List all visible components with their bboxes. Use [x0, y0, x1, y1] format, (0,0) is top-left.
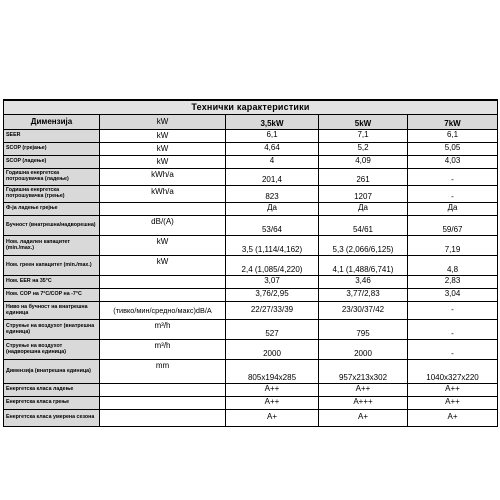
- row-value: 53/64: [226, 216, 319, 236]
- row-unit: mm: [100, 360, 226, 384]
- row-value: 2,83: [408, 276, 498, 289]
- row-value: A+: [319, 410, 408, 427]
- row-label: Енергетска класа грење: [4, 397, 100, 410]
- row-value: 261: [319, 169, 408, 186]
- row-label: Струење на воздухот (внатрешна единица): [4, 320, 100, 340]
- row-value: 1207: [319, 186, 408, 203]
- table-row: [4, 130, 498, 143]
- header-unit: kW: [100, 115, 226, 130]
- row-value: A++: [226, 397, 319, 410]
- row-value: 1040x327x220: [408, 360, 498, 384]
- row-label: Енергетска класа умерена сезона: [4, 410, 100, 427]
- row-label: SEER: [4, 130, 100, 143]
- row-label: Ниво на бучност на внатрешна единица: [4, 302, 100, 320]
- header-model-1: 3,5kW: [226, 115, 319, 130]
- row-value: 5,3 (2,066/6,125): [319, 236, 408, 256]
- row-value: 527: [226, 320, 319, 340]
- row-value: A+: [408, 410, 498, 427]
- row-value: 2000: [319, 340, 408, 360]
- row-value: 54/61: [319, 216, 408, 236]
- row-unit: m³/h: [100, 320, 226, 340]
- row-value: 2000: [226, 340, 319, 360]
- row-value: 5,05: [408, 143, 498, 156]
- table-row: [4, 186, 498, 203]
- row-value: -: [408, 169, 498, 186]
- table-row: [4, 156, 498, 169]
- row-value: A++: [319, 384, 408, 397]
- row-label: Ном. ладилен капацитет (min./max.): [4, 236, 100, 256]
- row-value: 6,1: [226, 130, 319, 143]
- row-value: 4,09: [319, 156, 408, 169]
- row-unit: kW: [100, 156, 226, 169]
- row-unit: kW: [100, 236, 226, 256]
- table-title: Технички карактеристики: [4, 100, 498, 115]
- table-row: [4, 384, 498, 397]
- row-value: 3,76/2,95: [226, 289, 319, 302]
- row-value: 3,46: [319, 276, 408, 289]
- table-row: [4, 340, 498, 360]
- row-value: -: [408, 186, 498, 203]
- row-value: A+++: [319, 397, 408, 410]
- table-row: [4, 410, 498, 427]
- row-label: Годишна енергетска потрошувачка (ладење): [4, 169, 100, 186]
- table-row: [4, 169, 498, 186]
- row-label: Ном. EER на 35°C: [4, 276, 100, 289]
- row-unit: [100, 276, 226, 289]
- row-unit: dB/(A): [100, 216, 226, 236]
- row-unit: kW: [100, 130, 226, 143]
- row-value: 823: [226, 186, 319, 203]
- row-label: Струење на воздухот (надворешна единица): [4, 340, 100, 360]
- row-value: 5,2: [319, 143, 408, 156]
- row-value: A++: [408, 384, 498, 397]
- row-value: 795: [319, 320, 408, 340]
- row-value: 957x213x302: [319, 360, 408, 384]
- header-model-3: 7kW: [408, 115, 498, 130]
- row-label: Димензија (внатрешна единица): [4, 360, 100, 384]
- row-value: Да: [408, 203, 498, 216]
- row-value: 6,1: [408, 130, 498, 143]
- table-row: [4, 203, 498, 216]
- header-model-2: 5kW: [319, 115, 408, 130]
- row-unit: kW: [100, 256, 226, 276]
- table-row: [4, 320, 498, 340]
- row-label: Енергетска класа ладење: [4, 384, 100, 397]
- row-value: 4: [226, 156, 319, 169]
- table-row: [4, 143, 498, 156]
- table-row: [4, 276, 498, 289]
- row-value: 3,07: [226, 276, 319, 289]
- row-unit: [100, 289, 226, 302]
- table-row: [4, 236, 498, 256]
- row-value: -: [408, 320, 498, 340]
- row-label: Ф-ја ладење грејње: [4, 203, 100, 216]
- row-value: 7,1: [319, 130, 408, 143]
- table-row: [4, 289, 498, 302]
- table-row: [4, 397, 498, 410]
- row-value: 3,77/2,83: [319, 289, 408, 302]
- row-value: 7,19: [408, 236, 498, 256]
- row-unit: m³/h: [100, 340, 226, 360]
- row-unit: [100, 203, 226, 216]
- row-value: -: [408, 302, 498, 320]
- table-row: [4, 216, 498, 236]
- row-value: 4,8: [408, 256, 498, 276]
- row-label: SCOP (грејање): [4, 143, 100, 156]
- row-value: 59/67: [408, 216, 498, 236]
- row-value: A++: [226, 384, 319, 397]
- row-value: 201,4: [226, 169, 319, 186]
- row-value: 4,03: [408, 156, 498, 169]
- row-label: Годишна енергетска потрошувачка (грење): [4, 186, 100, 203]
- row-unit: [100, 397, 226, 410]
- row-value: 2,4 (1,085/4,220): [226, 256, 319, 276]
- row-value: A+: [226, 410, 319, 427]
- row-value: 4,1 (1,488/6,741): [319, 256, 408, 276]
- row-value: Да: [226, 203, 319, 216]
- row-unit: kWh/a: [100, 186, 226, 203]
- row-value: A++: [408, 397, 498, 410]
- row-unit: [100, 410, 226, 427]
- row-unit: [100, 384, 226, 397]
- row-label: Ном. COP на 7°C/COP на -7°C: [4, 289, 100, 302]
- row-value: 4,64: [226, 143, 319, 156]
- table-row: [4, 302, 498, 320]
- row-label: Бучност (внатрешна/надворешна): [4, 216, 100, 236]
- row-value: 23/30/37/42: [319, 302, 408, 320]
- row-value: 805x194x285: [226, 360, 319, 384]
- row-value: 3,5 (1,114/4,162): [226, 236, 319, 256]
- row-unit: kW: [100, 143, 226, 156]
- row-value: 3,04: [408, 289, 498, 302]
- table-row: [4, 256, 498, 276]
- row-unit: kWh/a: [100, 169, 226, 186]
- row-unit: (тивко/мин/средно/макс)dB/A: [100, 302, 226, 320]
- table-row: [4, 360, 498, 384]
- table-header-row: [4, 115, 498, 130]
- row-value: Да: [319, 203, 408, 216]
- table-title-row: [4, 100, 498, 115]
- specifications-table: [3, 99, 498, 427]
- row-label: SCOP (ладење): [4, 156, 100, 169]
- header-label: Димензија: [4, 115, 100, 130]
- row-value: -: [408, 340, 498, 360]
- row-label: Ном. греен капацитет (min./max.): [4, 256, 100, 276]
- row-value: 22/27/33/39: [226, 302, 319, 320]
